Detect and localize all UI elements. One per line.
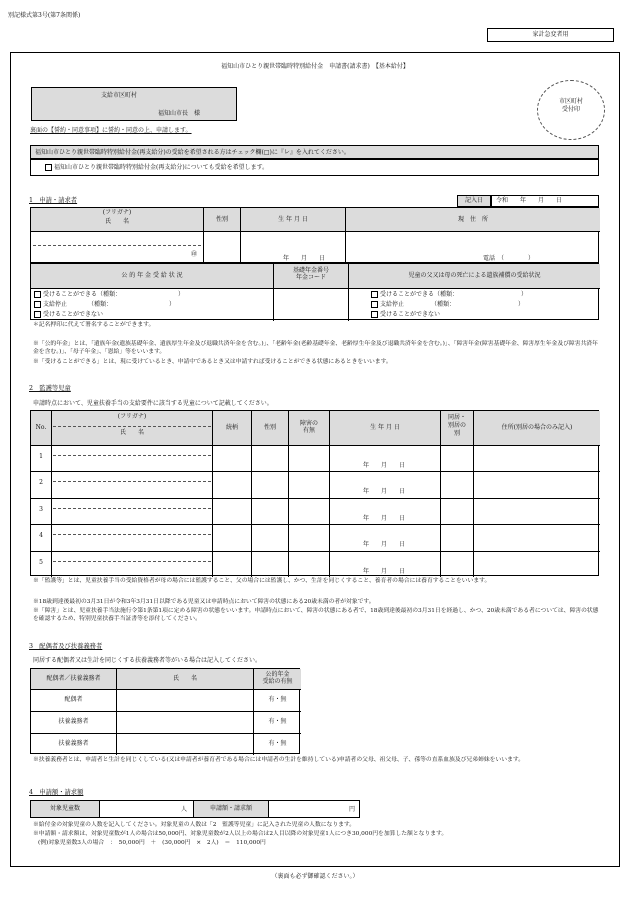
child-name-header: 氏 名	[119, 429, 144, 436]
children-table	[30, 410, 599, 576]
receivable-note: ※「受けることができる」とは、現に受けているとき、申請中であるとき又は申請すれば受けることができる状態にあるときをいいます。	[33, 359, 392, 365]
dependent-relation: 扶養義務者	[58, 740, 89, 747]
dep-name-header: 氏 名	[172, 675, 197, 682]
amount-note: ※申請額・請求額は、対象児童数が1人の場合は50,000円、対象児童数が2人以上の場合は2人目以降の対象児童1人につき30,000円を加算した額となります。	[33, 831, 448, 837]
amount-table	[30, 800, 360, 818]
pension-opt-none	[34, 310, 184, 320]
pension-table	[30, 263, 599, 320]
reapp-checkbox[interactable]	[45, 164, 52, 171]
pension-cb-3[interactable]	[34, 311, 41, 318]
child-address-header: 住所(別居の場合のみ記入)	[501, 424, 573, 431]
section3-intro: 同居する配偶者又は生計を同じくする扶養義務者等がいる場合は記入してください。	[33, 657, 262, 664]
amount-label: 申請額・請求額	[194, 801, 268, 817]
recipient-line2: 福知山市長 様	[158, 110, 201, 117]
bereaved-opt2-text: 支給停止 （種類： ）	[380, 301, 525, 308]
bereaved-opt-suspended	[371, 300, 527, 310]
disability-note: ※「障害」とは、児童扶養手当法施行令第1条第1項に定める障害の状態をいいます。申請時点において、障害の状態にある者で、18歳到達後最初の3月31日を経過し、かつ、20歳未満である者については、障害の状態を確認するため、特別児童扶養手当証書等を添付してください。	[33, 608, 599, 622]
dependent-note: ※扶養義務者とは、申請者と生計を同じくしている(又は申請者が養育者である場合には申請者の生計を維持している)申請者の父母、祖父母、子、孫等の直系血族及び兄弟姉妹をいいます。	[33, 757, 524, 763]
no-header: No.	[35, 424, 47, 431]
dependent-name-field[interactable]	[117, 690, 253, 710]
dependent-pension-yesno[interactable]: 有・無	[268, 718, 287, 725]
section3-title: 3 配偶者及び扶養義務者	[29, 643, 103, 650]
furigana-header: (フリガナ)	[102, 209, 132, 216]
signature-note: ＊記名押印に代えて署名することができます。	[33, 322, 155, 328]
pension-opt-receivable	[34, 290, 184, 300]
bereaved-opt3-text: 受けることができない	[380, 311, 441, 318]
child-row-number: 4	[39, 532, 43, 540]
bereaved-opt1-text: 受けることができる（種類： ）	[380, 291, 528, 298]
pension-header: 公 的 年 金 受 給 状 況	[31, 264, 273, 288]
child-name-field[interactable]	[53, 446, 211, 470]
pension-opt3-text: 受けることができない	[43, 311, 104, 318]
corner-label: 家計急変者用	[487, 28, 614, 42]
stamp-label: 市区町村 受付印	[558, 98, 583, 114]
bereaved-header: 児童の父又は母の死亡による遺族補償の受給状況	[349, 264, 600, 288]
applicant-table	[30, 207, 599, 263]
child-dob-field[interactable]: 年 月 日	[363, 488, 406, 496]
child-name-field[interactable]	[53, 472, 211, 496]
pension-cb-2[interactable]	[34, 301, 41, 308]
child-row-number: 2	[39, 479, 43, 487]
phone-field[interactable]: 電話 （ ）	[483, 255, 535, 262]
count-note: ※給付金の対象児童の人数を記入してください。対象児童の人数は「2 監護等児童」に記入された児童の人数になります。	[33, 822, 356, 828]
section1-title: 1 申請・請求者	[29, 197, 78, 204]
section2-intro: 申請時点において、児童扶養手当の支給要件に該当する児童について記載してください。	[33, 400, 273, 407]
dependent-name-field[interactable]	[117, 712, 253, 732]
disability-header: 障害の 有無	[299, 420, 318, 435]
pension-cb-1[interactable]	[34, 291, 41, 298]
form-title: 福知山市ひとり親世帯臨時特別給付金 申請書(請求書) 【基本給付】	[221, 63, 409, 70]
reapp-option-text: 福知山市ひとり親世帯臨時特別給付金(再支給分)についても受給を希望します。	[54, 164, 269, 171]
reapp-option	[30, 159, 599, 176]
dependent-relation: 配偶者	[64, 696, 83, 703]
section4-title: 4 申請額・請求額	[29, 789, 84, 796]
entry-date-label: 記入日	[457, 195, 491, 207]
child-count-unit: 人	[180, 806, 187, 813]
recipient-box	[31, 87, 237, 121]
child-dob-field[interactable]: 年 月 日	[363, 541, 406, 549]
bereaved-cb-3[interactable]	[371, 311, 378, 318]
basic-pension-header: 基礎年金番号 年金コード	[274, 264, 348, 288]
child-dob-header: 生 年 月 日	[370, 424, 400, 431]
sex-header: 性別	[204, 208, 240, 231]
bereaved-cb-1[interactable]	[371, 291, 378, 298]
child-count-field[interactable]	[100, 801, 193, 817]
bereaved-opt-none	[371, 310, 527, 320]
child-furigana-header: (フリガナ)	[117, 413, 147, 420]
dependent-pension-yesno[interactable]: 有・無	[268, 696, 287, 703]
custody-note: ※「監護等」とは、児童扶養手当の受給資格者が母の場合には監護すること、父の場合には監護し、かつ、生計を同じくすること、養育者の場合には養育することをいいます。	[33, 578, 491, 584]
relation-header: 続柄	[225, 424, 238, 431]
amount-example: (例)対象児童数3人の場合 ： 50,000円 ＋ (30,000円 × 2人) ＝ 110,000円	[38, 840, 266, 846]
amount-unit: 円	[348, 806, 355, 813]
reapp-header-text: 福知山市ひとり親世帯臨時特別給付金(再支給分)の受給を希望される方はチェック欄(□)に『レ』を入れてください。	[35, 149, 350, 156]
address-header: 現 住 所	[346, 208, 600, 231]
reapp-header	[30, 145, 599, 159]
applicant-dob-field[interactable]: 年 月 日	[283, 255, 326, 262]
section2-title: 2 監護等児童	[29, 385, 71, 392]
child-dob-field[interactable]: 年 月 日	[363, 462, 406, 469]
cohabit-header: 同居・ 別居の 別	[447, 414, 466, 437]
applicant-name-header	[31, 208, 203, 231]
footer-note: （裏面も必ず御確認ください。）	[271, 873, 359, 880]
form-reference: 別記様式第3号(第7条関係)	[8, 12, 81, 19]
dependents-table	[30, 668, 300, 754]
child-sex-header: 性別	[263, 424, 276, 431]
dependent-relation: 扶養義務者	[58, 718, 89, 725]
pension-opt1-text: 受けることができる（種類： ）	[43, 291, 185, 298]
child-dob-field[interactable]: 年 月 日	[363, 514, 406, 522]
dependent-name-field[interactable]	[117, 734, 253, 754]
pledge-text: 裏面の【誓約・同意事項】に誓約・同意の上、申請します。	[30, 127, 192, 134]
child-name-field[interactable]	[53, 525, 211, 549]
child-count-label: 対象児童数	[31, 801, 99, 817]
dep-relation-header: 配偶者／扶養義務者	[46, 675, 101, 682]
recipient-line1: 支給市区町村	[101, 92, 138, 99]
reception-stamp-area	[537, 80, 605, 140]
child-dob-field[interactable]: 年 月 日	[363, 567, 406, 575]
bereaved-cb-2[interactable]	[371, 301, 378, 308]
child-row-number: 1	[39, 453, 43, 460]
pension-note: ※「公的年金」とは、「遺族年金(遺族基礎年金、遺族厚生年金及び退職共済年金を含む。)」、「老齢年金(老齢基礎年金、老齢厚生年金及び退職共済年金を含む。)」、「障害年金(障害基礎年金、障害厚生年金及び障害共済年金を含む。)」、「母子年金」、「恩給」等をいいます。	[33, 341, 598, 355]
child-name-field[interactable]	[53, 499, 211, 523]
entry-date-field[interactable]: 令和 年 月 日	[491, 195, 599, 207]
dep-pension-header: 公的年金 受給の有無	[262, 671, 293, 686]
pension-opt-suspended	[34, 300, 184, 310]
child-row-number: 3	[39, 505, 43, 513]
dob-header: 生 年 月 日	[241, 208, 345, 231]
bereaved-opt-receivable	[371, 290, 527, 300]
name-header: 氏 名	[104, 218, 129, 226]
pension-opt2-text: 支給停止 （種類： ）	[43, 301, 176, 308]
amount-field[interactable]	[269, 801, 359, 817]
child-row-number: 5	[39, 558, 43, 566]
seal-mark: ㊞	[191, 251, 198, 258]
age-note: ※18歳到達後最初の3月31日が令和3年3月31日以降である児童又は申請時点において障害の状態にある20歳未満の者が対象です。	[33, 599, 375, 605]
dependent-pension-yesno[interactable]: 有・無	[268, 740, 287, 747]
child-name-field[interactable]	[53, 552, 211, 576]
